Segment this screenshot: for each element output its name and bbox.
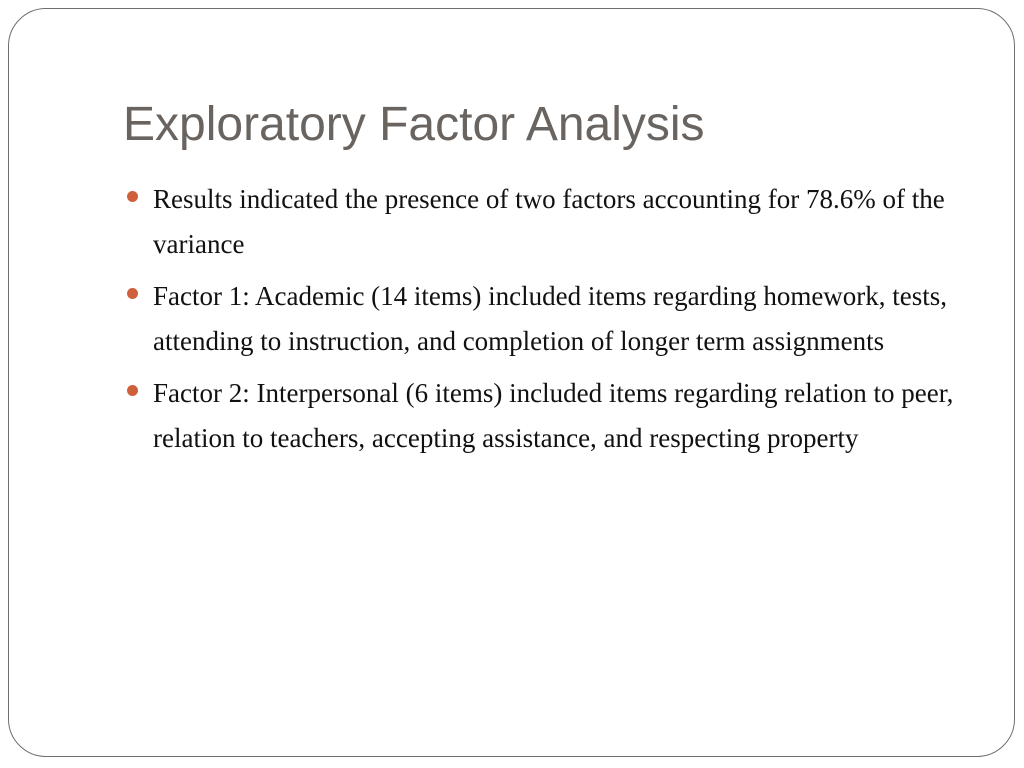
bullet-item bbox=[153, 177, 983, 267]
bullet-item bbox=[153, 274, 983, 364]
slide-frame bbox=[8, 8, 1015, 757]
bullet-dot-icon bbox=[127, 191, 138, 202]
bullet-text: Results indicated the presence of two factors accounting for 78.6% of the variance bbox=[153, 184, 945, 259]
bullet-dot-icon bbox=[127, 385, 138, 396]
bullet-list bbox=[153, 177, 983, 468]
bullet-text: Factor 1: Academic (14 items) included items regarding homework, tests, attending to instruction, and completion of longer term assignments bbox=[153, 281, 948, 356]
slide-title: Exploratory Factor Analysis bbox=[123, 98, 705, 151]
bullet-text: Factor 2: Interpersonal (6 items) included items regarding relation to peer, relation to teachers, accepting assistance, and respecting property bbox=[153, 378, 954, 453]
bullet-item bbox=[153, 371, 983, 461]
bullet-dot-icon bbox=[127, 288, 138, 299]
